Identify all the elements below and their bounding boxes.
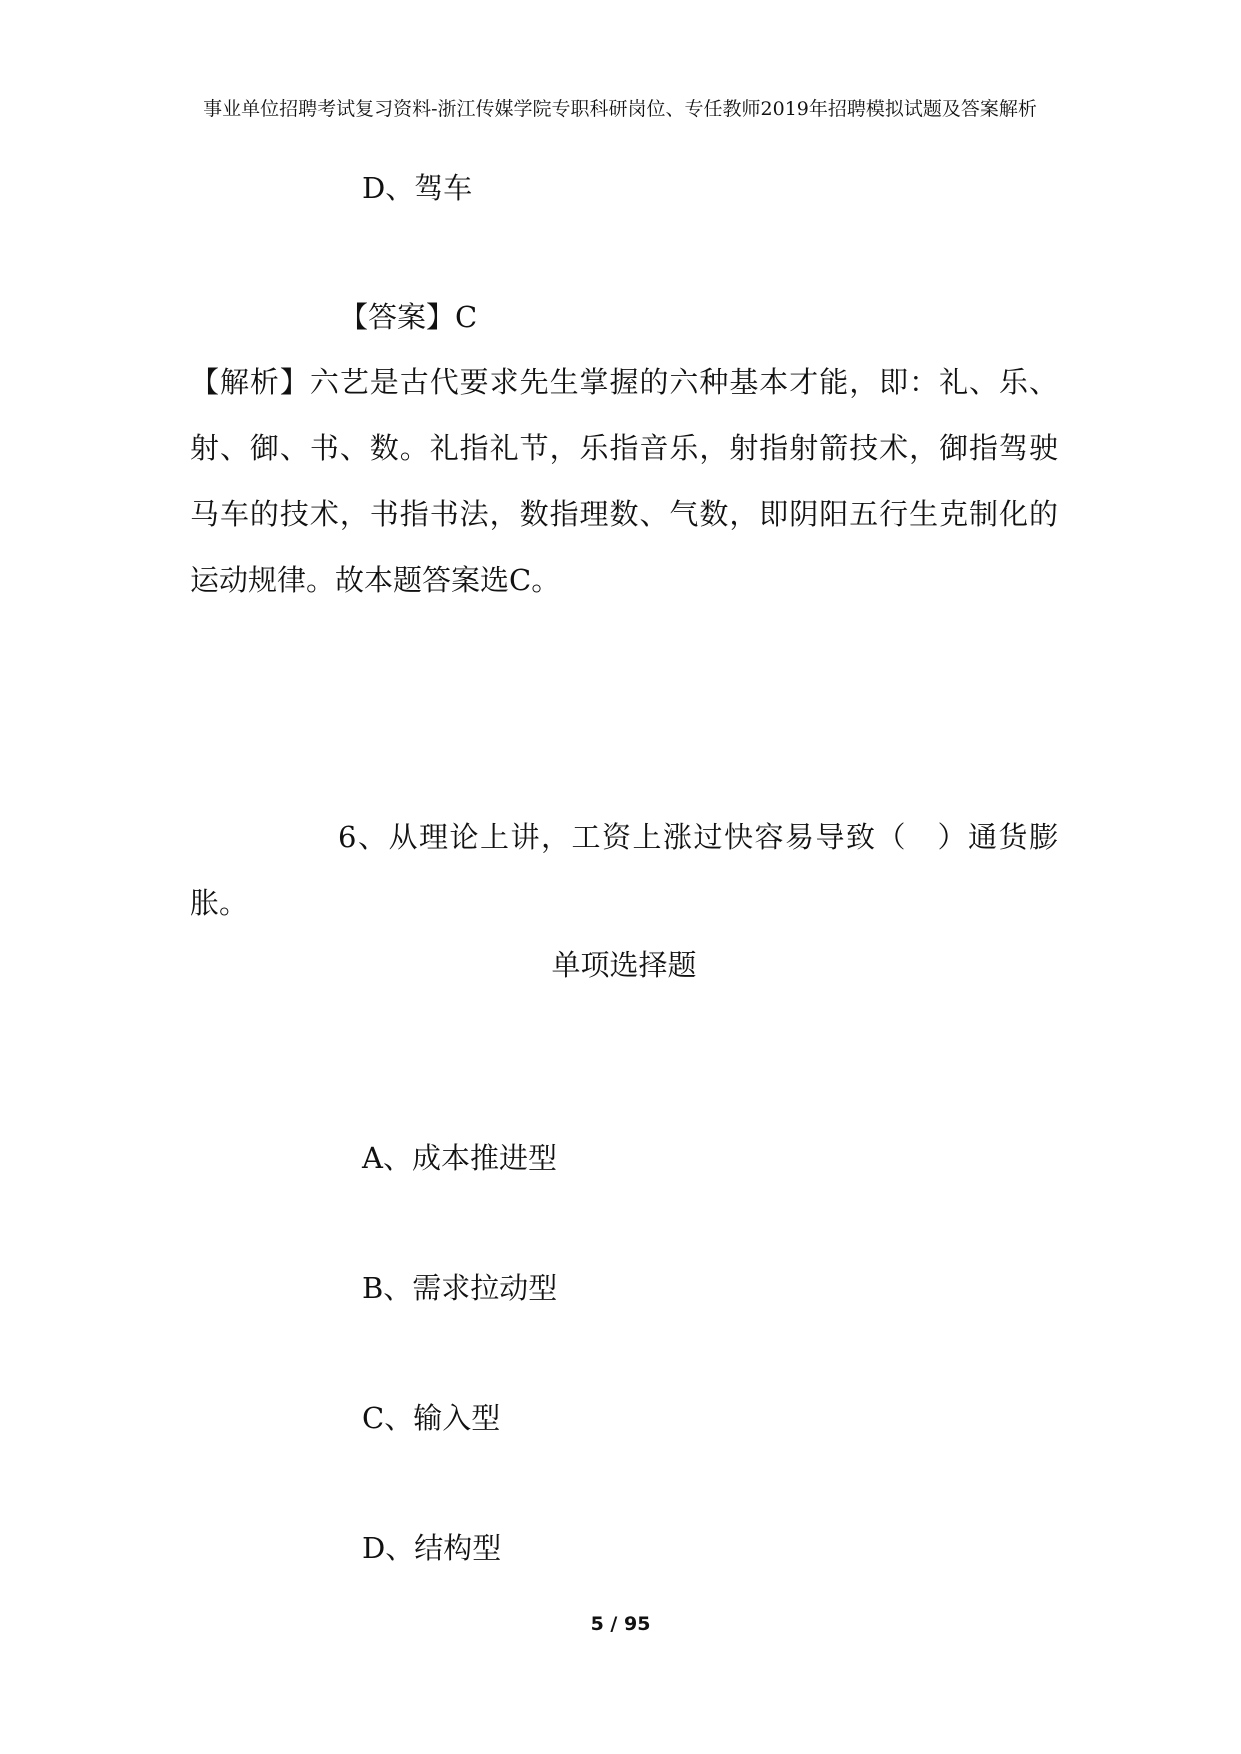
- option-a: A、成本推进型: [362, 1141, 557, 1175]
- page-number: 5 / 95: [590, 1613, 651, 1635]
- prev-answer: 【答案】C: [339, 300, 478, 334]
- option-d: D、结构型: [362, 1531, 502, 1565]
- prev-option-d: D、驾车: [362, 171, 473, 205]
- question-stem: 6、从理论上讲，工资上涨过快容易导致（ ）通货膨胀。: [190, 820, 1058, 920]
- prev-analysis: 【解析】六艺是古代要求先生掌握的六种基本才能，即：礼、乐、射、御、书、数。礼指礼节，乐指音乐，射指射箭技术，御指驾驶马车的技术，书指书法，数指理数、气数，即阴阳五行生克制化的运动规律。故本题答案选C。: [190, 365, 1058, 597]
- option-b: B、需求拉动型: [362, 1271, 558, 1305]
- option-c: C、输入型: [362, 1401, 501, 1435]
- question-type: 单项选择题: [551, 948, 697, 982]
- document-header: 事业单位招聘考试复习资料-浙江传媒学院专职科研岗位、专任教师2019年招聘模拟试题及答案解析: [203, 98, 1037, 120]
